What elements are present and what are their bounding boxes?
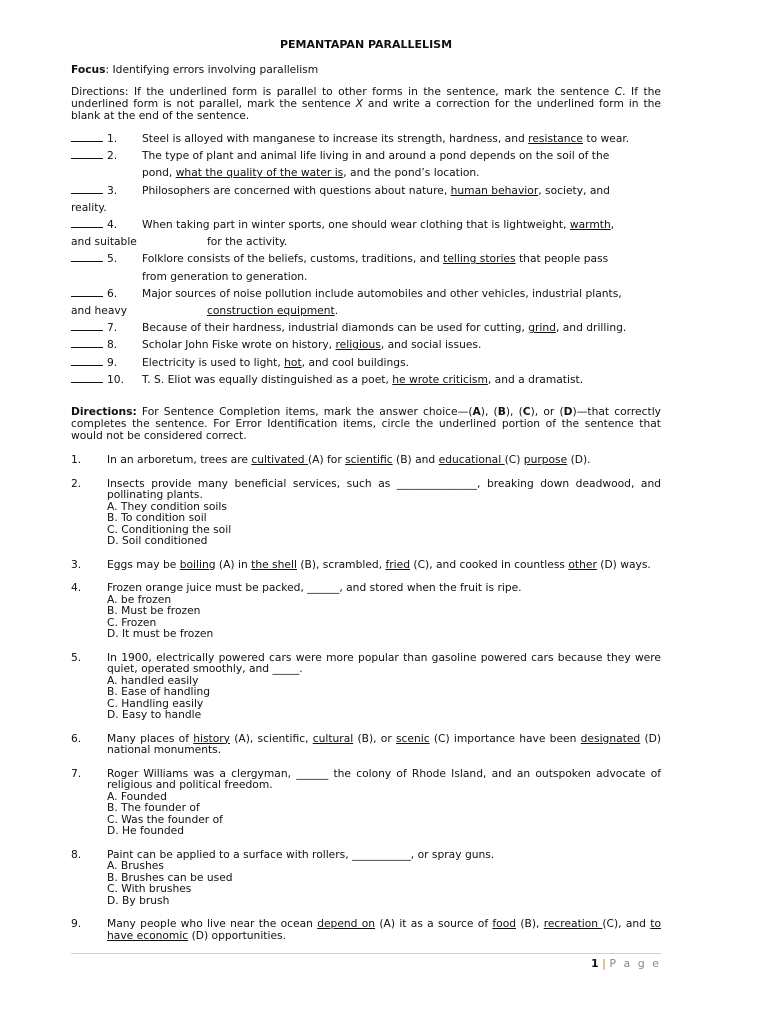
underlined-form: what the quality of the water is [175,166,344,180]
question-number: 4. [71,581,82,595]
part1-item [71,216,661,233]
underlined-form: he wrote criticism [392,372,488,386]
wrap-tail: for the activity. [207,235,288,249]
underlined-form: resistance [528,132,583,145]
answer-blank [71,252,103,262]
part1-item [71,147,661,164]
answer-blank [71,373,103,383]
underlined-form: religious [335,338,381,352]
question-gap [71,837,661,849]
question-gap [71,640,661,652]
question-item [71,652,661,721]
question-item [71,454,661,466]
answer-option: A. They condition soils [107,499,227,513]
part1-item [71,371,661,388]
underlined-portion: scientific [345,453,393,467]
question-item [71,733,661,756]
item-number: 1. [107,132,118,145]
choice-b: B [497,405,506,419]
question-stem: Roger Williams was a clergyman, ______ the colony of Rhode Island, and an outspoken advocate of religious and political freedom. [107,766,661,792]
part1-item [71,250,661,267]
item-text: Philosophers are concerned with questions about nature, human behavior, society, and [142,183,610,197]
question-stem: Insects provide many beneficial services, such as _______________, breaking down deadwood, and pollinating plants. [107,476,661,502]
question-item [71,478,661,547]
item-text: Scholar John Fiske wrote on history, religious, and social issues. [142,338,482,352]
part1-item-wrap: reality. [71,200,107,214]
question-number: 1. [71,453,82,467]
part1-item-wrap: and suitable for the activity. [71,233,661,250]
underlined-portion: depend on [317,917,376,931]
underlined-form: human behavior [450,183,539,197]
underlined-form: hot [284,355,302,369]
item-text: Because of their hardness, industrial diamonds can be used for cutting, grind, and drilling. [142,321,627,335]
answer-option: B. To condition soil [107,511,207,525]
answer-option: A. Founded [107,789,167,803]
part1-item [71,354,661,371]
answer-option: C. Handling easily [107,696,204,710]
underlined-portion: recreation [543,917,603,931]
footer-divider [71,953,661,954]
question-item [71,559,661,571]
part1-item [71,182,661,199]
question-number: 6. [71,731,82,745]
item-number: 3. [107,183,118,197]
question-number: 5. [71,650,82,664]
answer-option: C. Conditioning the soil [107,522,232,536]
directions-part1: Directions: If the underlined form is parallel to other forms in the sentence, mark the sentence C. If the underlined form is not parallel, mark the sentence X and write a correction for the underlined form in the blank at the end of the sentence. [71,85,662,122]
item-number: 4. [107,218,118,232]
underlined-portion: cultural [312,731,354,745]
underlined-form: warmth [569,218,611,232]
underlined-portion: educational [438,453,505,467]
answer-option: A. handled easily [107,673,199,687]
answer-blank [71,218,103,228]
focus-text: : Identifying errors involving parallelism [105,63,319,76]
underlined-portion: the shell [251,557,297,571]
underlined-portion: other [568,557,597,571]
part1-list [71,130,661,388]
answer-option: B. Ease of handling [107,685,211,699]
item-number: 2. [107,149,118,163]
item-text: Steel is alloyed with manganese to increase its strength, hardness, and resistance to wear. [142,132,630,145]
part1-item [71,319,661,336]
letter-c: C [614,85,623,98]
answer-blank [71,132,103,142]
question-item [71,768,661,837]
question-gap [71,756,661,768]
item-number: 6. [107,286,118,300]
item-number: 9. [107,355,118,369]
document-page [71,38,661,941]
directions-part2: Directions: For Sentence Completion items, mark the answer choice—(A), (B), (C), or (D)—that correctly completes the sentence. For Error Identification items, circle the underlined portion of the sentence that would not be considered correct. [71,405,661,443]
choice-a: A [472,405,481,419]
question-list [71,454,661,941]
question-item [71,582,661,640]
wrap-tail: construction equipment. [207,304,339,318]
question-stem: In 1900, electrically powered cars were more popular than gasoline powered cars because they were quiet, operated smoothly, and _____. [107,650,661,676]
underlined-portion: cultivated [251,453,308,467]
page-label: P a g e [609,957,661,970]
underlined-form: grind [528,321,556,335]
part1-item [71,285,661,302]
underlined-portion: boiling [179,557,216,571]
letter-x: X [355,97,363,110]
part1-item-wrap: and heavy construction equipment. [71,302,661,319]
focus-label: Focus [71,63,106,76]
answer-option: D. Easy to handle [107,708,202,722]
underlined-portion: to have economic [107,917,661,942]
underlined-portion: purpose [523,453,568,467]
choice-d: D [563,405,573,419]
underlined-form: construction equipment [207,304,335,318]
item-text: Folklore consists of the beliefs, customs, traditions, and telling stories that people pass [142,252,609,266]
page-footer [591,957,661,970]
answer-option: D. He founded [107,824,185,838]
question-stem: In an arboretum, trees are cultivated (A) for scientific (B) and educational (C) purpose (D). [107,453,591,467]
question-stem: Many people who live near the ocean depend on (A) it as a source of food (B), recreation (C), and to have economic (D) opportunities. [107,917,661,942]
answer-option: B. Brushes can be used [107,870,233,884]
answer-option: B. The founder of [107,801,200,815]
underlined-portion: food [492,917,517,931]
question-item [71,849,661,907]
answer-option: D. Soil conditioned [107,534,208,548]
underlined-portion: scenic [395,731,430,745]
underlined-portion: fried [385,557,410,571]
question-gap [71,466,661,478]
answer-option: B. Must be frozen [107,604,201,618]
underlined-form: telling stories [443,252,516,266]
page-number: 1 [591,957,599,970]
answer-blank [71,287,103,297]
answer-option: D. It must be frozen [107,627,214,641]
part1-item-continued: pond, what the quality of the water is, and the pond’s location. [142,166,480,180]
answer-option: A. Brushes [107,859,164,873]
answer-option: C. With brushes [107,882,192,896]
part1-item [71,130,661,147]
item-text: The type of plant and animal life living in and around a pond depends on the soil of the [142,149,610,163]
page-title: PEMANTAPAN PARALLELISM [279,38,453,51]
item-number: 7. [107,321,118,335]
answer-blank [71,321,103,331]
answer-option: C. Was the founder of [107,812,223,826]
item-number: 10. [107,372,124,386]
underlined-portion: history [193,731,230,745]
question-number: 2. [71,476,82,490]
item-text: When taking part in winter sports, one should wear clothing that is lightweight, warmth, [142,218,615,232]
item-text: Electricity is used to light, hot, and cool buildings. [142,355,410,369]
answer-option: A. be frozen [107,592,172,606]
question-stem: Paint can be applied to a surface with rollers, ___________, or spray guns. [107,847,495,861]
item-number: 5. [107,252,118,266]
question-stem: Eggs may be boiling (A) in the shell (B), scrambled, fried (C), and cooked in countless other (D) ways. [107,557,651,571]
footer-separator: | [602,957,606,970]
focus-line [71,63,661,76]
answer-option: D. By brush [107,893,170,907]
item-text: T. S. Eliot was equally distinguished as a poet, he wrote criticism, and a dramatist. [142,372,584,386]
answer-blank [71,149,103,159]
question-number: 7. [71,766,82,780]
part1-item-continued: from generation to generation. [142,269,308,283]
answer-option: C. Frozen [107,615,157,629]
answer-blank [71,356,103,366]
part1-item [71,336,661,353]
item-text: Major sources of noise pollution include automobiles and other vehicles, industrial plants, [142,286,622,300]
item-number: 8. [107,338,118,352]
directions-label: Directions: [71,405,137,419]
answer-blank [71,338,103,348]
choice-c: C [522,405,531,419]
question-number: 3. [71,557,82,571]
answer-blank [71,184,103,194]
question-number: 9. [71,917,82,931]
question-item [71,918,661,941]
question-stem: Frozen orange juice must be packed, ______, and stored when the fruit is ripe. [107,581,522,595]
question-number: 8. [71,847,82,861]
underlined-portion: designated [580,731,641,745]
question-gap [71,721,661,733]
question-stem: Many places of history (A), scientific, cultural (B), or scenic (C) importance have been designated (D) national monuments. [107,731,662,757]
